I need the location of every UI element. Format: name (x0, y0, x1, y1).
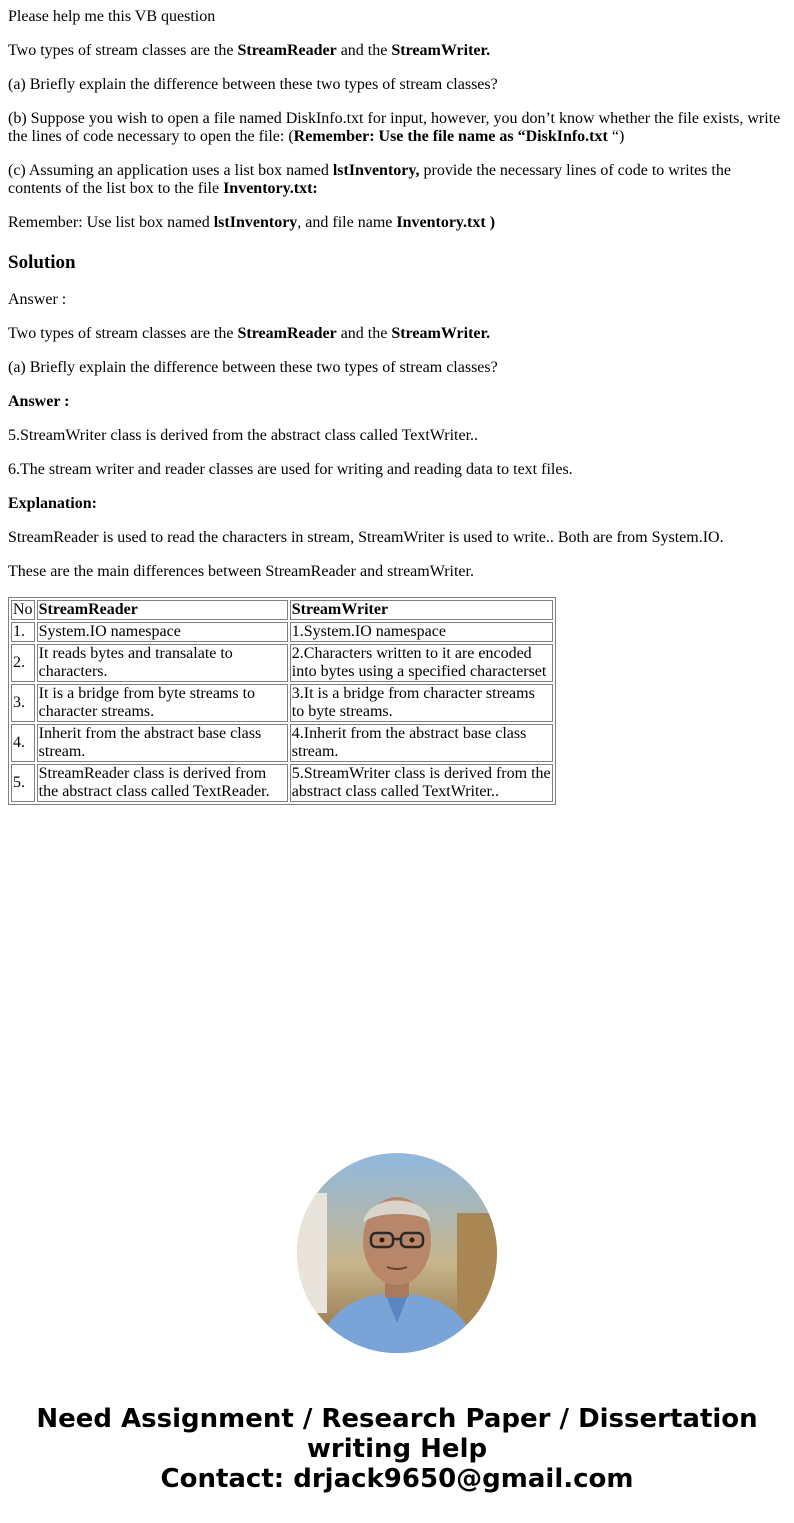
solution-intro: Two types of stream classes are the StreamReader and the StreamWriter. (8, 325, 491, 342)
writer-cell: 3.It is a bridge from character streams to byte streams. (290, 684, 553, 722)
table-row (11, 684, 553, 722)
answer-bold-label: Answer : (8, 393, 70, 410)
header-streamreader: StreamReader (37, 600, 288, 620)
row-number: 4. (11, 724, 35, 762)
writer-cell: 2.Characters written to it are encoded into bytes using a specified characterset (290, 644, 553, 682)
reader-cell: StreamReader class is derived from the abstract class called TextReader. (37, 764, 288, 802)
question-part-a: (a) Briefly explain the difference between these two types of stream classes? (8, 76, 498, 93)
table-row (11, 764, 553, 802)
question-part-b: (b) Suppose you wish to open a file named DiskInfo.txt for input, however, you don’t know whether the file exists, write the lines of code necessary to open the file: (Remember: Use the file name as “DiskInfo.txt “) (8, 110, 781, 145)
promo-line-1: Need Assignment / Research Paper / Dissertation writing Help (36, 1404, 758, 1464)
table-row (11, 724, 553, 762)
comparison-table (8, 597, 556, 805)
promo-footer (0, 1404, 794, 1494)
table-row (11, 622, 553, 642)
writer-cell: 1.System.IO namespace (290, 622, 553, 642)
question-remember: Remember: Use list box named lstInventory, and file name Inventory.txt ) (8, 214, 496, 231)
row-number: 3. (11, 684, 35, 722)
table-header-row (11, 600, 553, 620)
answer-point-6: 6.The stream writer and reader classes are used for writing and reading data to text files. (8, 461, 573, 478)
row-number: 1. (11, 622, 35, 642)
question-intro: Two types of stream classes are the StreamReader and the StreamWriter. (8, 42, 491, 59)
answer-point-5: 5.StreamWriter class is derived from the abstract class called TextWriter.. (8, 427, 479, 444)
row-number: 2. (11, 644, 35, 682)
writer-cell: 4.Inherit from the abstract base class stream. (290, 724, 553, 762)
reader-cell: System.IO namespace (37, 622, 288, 642)
header-no: No (11, 600, 35, 620)
answer-label: Answer : (8, 291, 67, 308)
reader-cell: It reads bytes and transalate to characters. (37, 644, 288, 682)
question-part-c: (c) Assuming an application uses a list box named lstInventory, provide the necessary lines of code to writes the contents of the list box to the file Inventory.txt: (8, 162, 731, 197)
writer-cell: 5.StreamWriter class is derived from the abstract class called TextWriter.. (290, 764, 553, 802)
author-avatar (297, 1153, 497, 1353)
question-title: Please help me this VB question (8, 8, 216, 25)
solution-part-a: (a) Briefly explain the difference between these two types of stream classes? (8, 359, 498, 376)
reader-cell: Inherit from the abstract base class stream. (37, 724, 288, 762)
explanation-text: StreamReader is used to read the characters in stream, StreamWriter is used to write.. Both are from System.IO. (8, 529, 724, 546)
promo-contact: Contact: drjack9650@gmail.com (160, 1464, 634, 1494)
table-row (11, 644, 553, 682)
row-number: 5. (11, 764, 35, 802)
header-streamwriter: StreamWriter (290, 600, 553, 620)
differences-intro: These are the main differences between StreamReader and streamWriter. (8, 563, 474, 580)
solution-heading: Solution (8, 252, 76, 273)
author-portrait-icon (297, 1153, 497, 1353)
explanation-label: Explanation: (8, 495, 97, 512)
reader-cell: It is a bridge from byte streams to character streams. (37, 684, 288, 722)
